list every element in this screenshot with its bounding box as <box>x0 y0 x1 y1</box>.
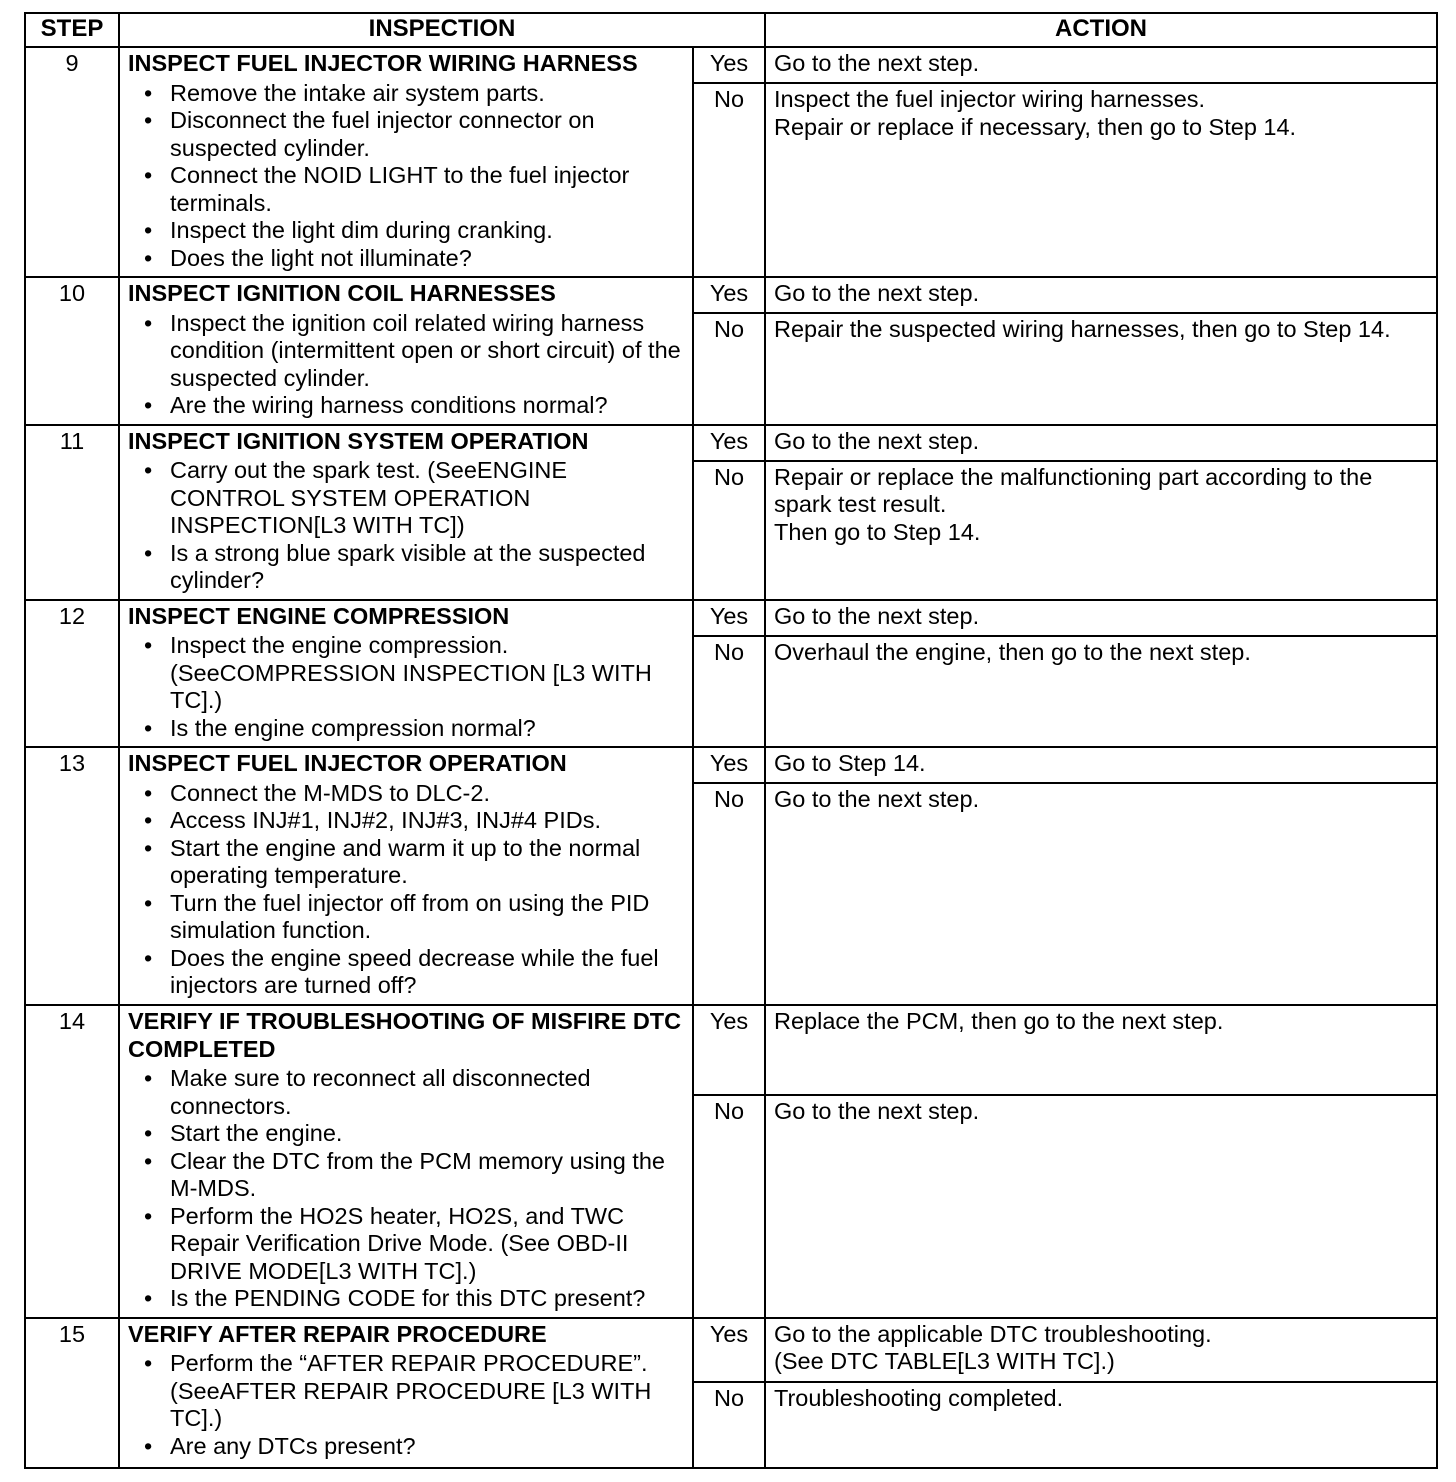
table-row <box>25 277 1437 313</box>
yes-action <box>765 1005 1437 1095</box>
yes-label: Yes <box>693 47 765 83</box>
inspection-step: • Make sure to reconnect all disconnected connectors. <box>144 1065 686 1120</box>
table-row <box>25 600 1437 636</box>
inspection-step: • Inspect the ignition coil related wiring harness condition (intermittent open or short circuit) of the suspected cylinder. <box>144 310 686 393</box>
inspection-steps-list <box>128 457 686 595</box>
no-label: No <box>693 83 765 277</box>
step-number: 9 <box>25 47 119 277</box>
inspection-title: VERIFY AFTER REPAIR PROCEDURE <box>128 1320 547 1347</box>
yes-label: Yes <box>693 600 765 636</box>
inspection-cell <box>119 1318 693 1468</box>
yes-action <box>765 1318 1437 1382</box>
action-line: Overhaul the engine, then go to the next step. <box>774 638 1251 665</box>
yes-action <box>765 747 1437 783</box>
inspection-step: • Connect the M-MDS to DLC-2. <box>144 780 686 808</box>
inspection-step: • Disconnect the fuel injector connector on suspected cylinder. <box>144 107 686 162</box>
action-line: Replace the PCM, then go to the next step. <box>774 1008 1224 1034</box>
inspection-step: • Are the wiring harness conditions normal? <box>144 392 686 420</box>
inspection-cell <box>119 425 693 600</box>
inspection-title: INSPECT FUEL INJECTOR WIRING HARNESS <box>128 50 638 76</box>
yes-label: Yes <box>693 747 765 783</box>
no-action <box>765 1382 1437 1468</box>
action-line: Inspect the fuel injector wiring harnesses. <box>774 86 1206 112</box>
action-line: Repair the suspected wiring harnesses, then go to Step 14. <box>774 316 1391 343</box>
yes-label: Yes <box>693 425 765 461</box>
inspection-steps-list <box>128 780 686 1000</box>
inspection-cell <box>119 1005 693 1318</box>
yes-action <box>765 425 1437 461</box>
inspection-cell <box>119 600 693 748</box>
no-label: No <box>693 461 765 600</box>
inspection-cell <box>119 747 693 1005</box>
action-line: Go to the next step. <box>774 602 980 629</box>
action-line: Go to the next step. <box>774 280 980 306</box>
inspection-step: • Start the engine. <box>144 1120 686 1148</box>
no-action <box>765 636 1437 747</box>
inspection-step: • Is the PENDING CODE for this DTC present? <box>144 1285 686 1313</box>
no-label: No <box>693 1382 765 1468</box>
inspection-step: • Access INJ#1, INJ#2, INJ#3, INJ#4 PIDs. <box>144 807 686 835</box>
header-action: ACTION <box>765 13 1437 47</box>
inspection-step: • Inspect the engine compression. (SeeCOMPRESSION INSPECTION [L3 WITH TC].) <box>144 632 686 715</box>
no-label: No <box>693 1095 765 1317</box>
inspection-title: INSPECT IGNITION COIL HARNESSES <box>128 280 556 306</box>
inspection-cell <box>119 47 693 277</box>
no-action <box>765 313 1437 424</box>
inspection-steps-list <box>128 80 686 273</box>
inspection-title: VERIFY IF TROUBLESHOOTING OF MISFIRE DTC COMPLETED <box>128 1008 682 1062</box>
yes-action <box>765 600 1437 636</box>
table-body <box>25 47 1437 1468</box>
yes-label: Yes <box>693 1005 765 1095</box>
inspection-steps-list <box>128 1065 686 1313</box>
action-line: Then go to Step 14. <box>774 518 981 545</box>
table-row <box>25 47 1437 83</box>
inspection-step: • Is the engine compression normal? <box>144 715 686 743</box>
inspection-step: • Carry out the spark test. (SeeENGINE CONTROL SYSTEM OPERATION INSPECTION[L3 WITH TC]) <box>144 457 686 540</box>
inspection-step: • Inspect the light dim during cranking. <box>144 217 686 245</box>
inspection-step: • Remove the intake air system parts. <box>144 80 686 108</box>
step-number: 10 <box>25 277 119 425</box>
inspection-step: • Turn the fuel injector off from on using the PID simulation function. <box>144 890 686 945</box>
action-line: (See DTC TABLE[L3 WITH TC].) <box>774 1348 1115 1374</box>
inspection-step: • Connect the NOID LIGHT to the fuel injector terminals. <box>144 162 686 217</box>
header-inspection: INSPECTION <box>119 13 765 47</box>
inspection-step: • Clear the DTC from the PCM memory using the M-MDS. <box>144 1148 686 1203</box>
inspection-cell <box>119 277 693 425</box>
no-action <box>765 461 1437 600</box>
inspection-step: • Does the engine speed decrease while the fuel injectors are turned off? <box>144 945 686 1000</box>
yes-action <box>765 47 1437 83</box>
inspection-step: • Start the engine and warm it up to the normal operating temperature. <box>144 835 686 890</box>
action-line: Repair or replace the malfunctioning part according to the spark test result. <box>774 463 1373 518</box>
inspection-steps-list <box>128 1350 686 1460</box>
action-line: Repair or replace if necessary, then go to Step 14. <box>774 113 1297 140</box>
inspection-step: • Perform the “AFTER REPAIR PROCEDURE”. (SeeAFTER REPAIR PROCEDURE [L3 WITH TC].) <box>144 1350 686 1433</box>
action-line: Go to the next step. <box>774 786 980 812</box>
no-action <box>765 783 1437 1005</box>
action-line: Go to the next step. <box>774 1098 980 1125</box>
step-number: 15 <box>25 1318 119 1468</box>
table-row <box>25 1318 1437 1382</box>
inspection-title: INSPECT FUEL INJECTOR OPERATION <box>128 750 567 776</box>
action-line: Troubleshooting completed. <box>774 1384 1064 1411</box>
no-label: No <box>693 636 765 747</box>
action-line: Go to Step 14. <box>774 750 926 776</box>
inspection-step: • Perform the HO2S heater, HO2S, and TWC Repair Verification Drive Mode. (See OBD-II DRIVE MODE[L3 WITH TC].) <box>144 1203 686 1286</box>
step-number: 11 <box>25 425 119 600</box>
table-row <box>25 425 1437 461</box>
no-action <box>765 1095 1437 1317</box>
header-step: STEP <box>25 13 119 47</box>
no-label: No <box>693 783 765 1005</box>
step-number: 12 <box>25 600 119 748</box>
action-line: Go to the applicable DTC troubleshooting. <box>774 1320 1212 1347</box>
inspection-title: INSPECT IGNITION SYSTEM OPERATION <box>128 427 589 454</box>
yes-action <box>765 277 1437 313</box>
action-line: Go to the next step. <box>774 427 980 454</box>
yes-label: Yes <box>693 277 765 313</box>
inspection-step: • Does the light not illuminate? <box>144 245 686 273</box>
step-number: 13 <box>25 747 119 1005</box>
inspection-step: • Are any DTCs present? <box>144 1433 686 1461</box>
troubleshooting-table <box>24 12 1438 1469</box>
table-row <box>25 1005 1437 1095</box>
step-number: 14 <box>25 1005 119 1318</box>
no-action <box>765 83 1437 277</box>
inspection-title: INSPECT ENGINE COMPRESSION <box>128 602 510 629</box>
yes-label: Yes <box>693 1318 765 1382</box>
no-label: No <box>693 313 765 424</box>
header-row <box>25 13 1437 47</box>
inspection-steps-list <box>128 632 686 742</box>
inspection-step: • Is a strong blue spark visible at the suspected cylinder? <box>144 540 686 595</box>
action-line: Go to the next step. <box>774 50 980 76</box>
table-row <box>25 747 1437 783</box>
inspection-steps-list <box>128 310 686 420</box>
